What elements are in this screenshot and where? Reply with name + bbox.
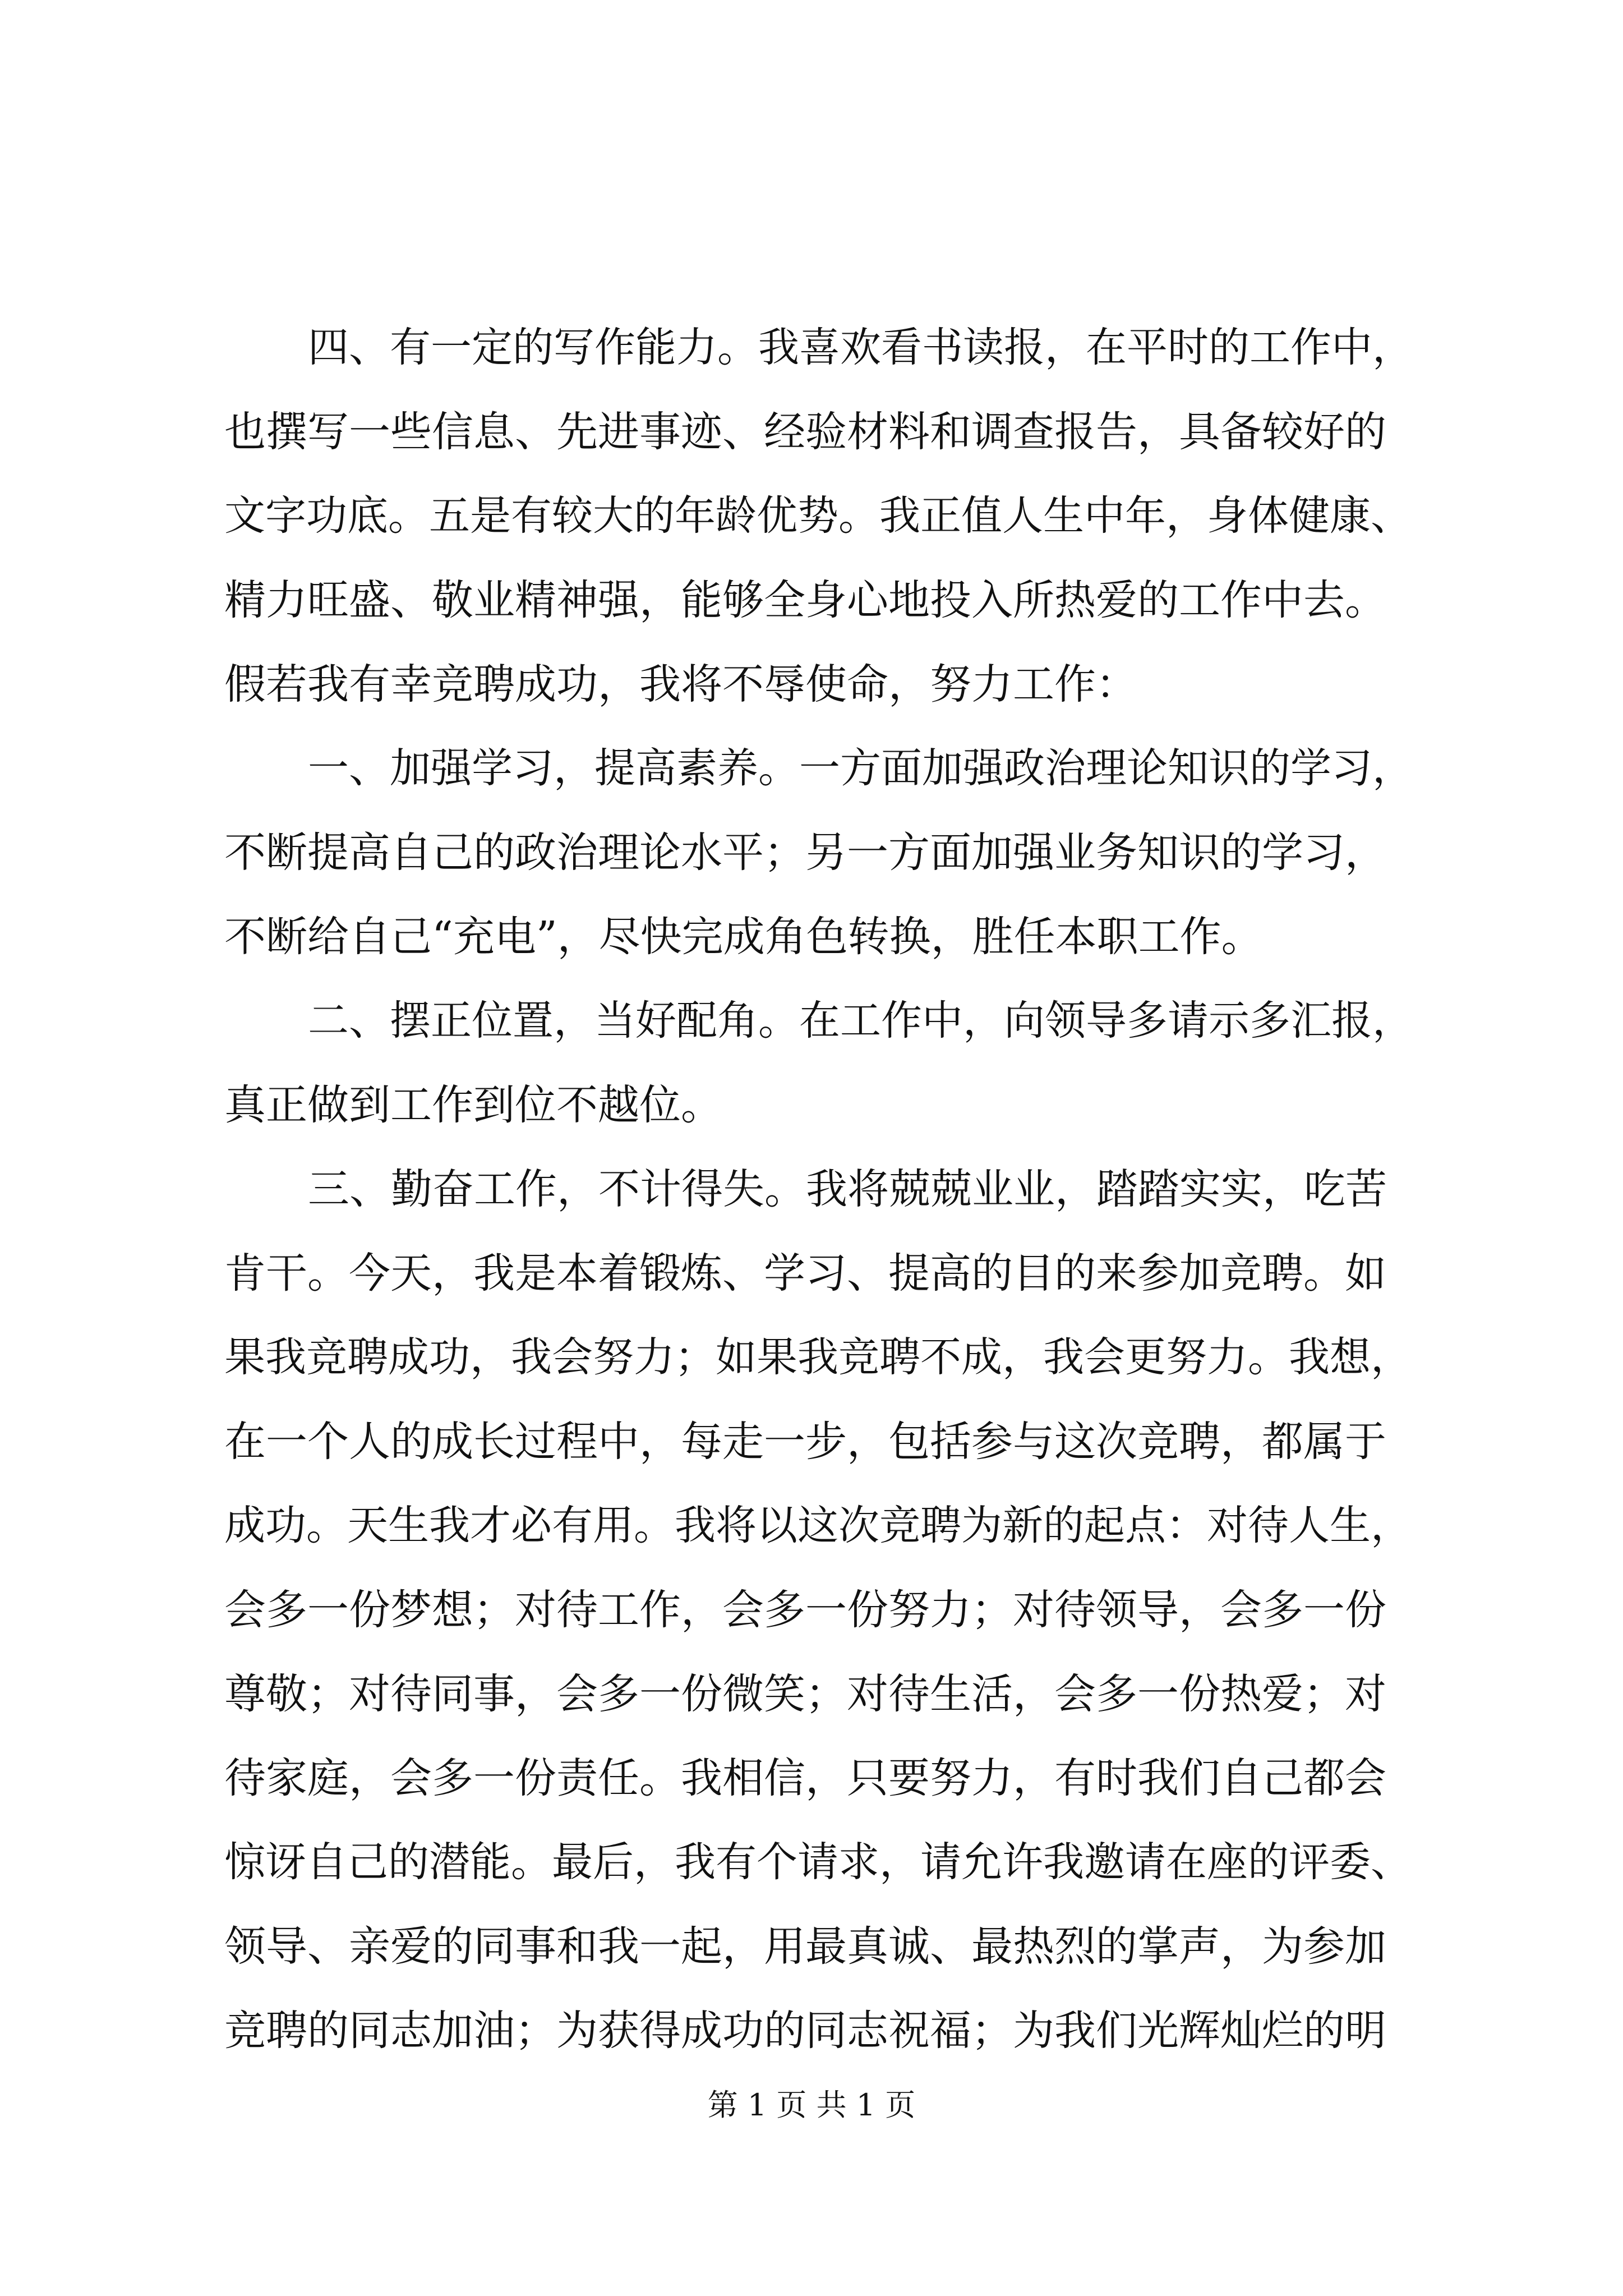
paragraph-line: 四、有一定的写作能力。我喜欢看书读报，在平时的工作中， (308, 324, 1413, 371)
paragraph-line: 果我竞聘成功，我会努力；如果我竞聘不成，我会更努力。我想， (224, 1333, 1412, 1381)
paragraph-line: 肯干。今天，我是本着锻炼、学习、提高的目的来参加竞聘。如 (224, 1249, 1386, 1297)
paragraph-line: 领导、亲爱的同事和我一起，用最真诚、最热烈的掌声，为参加 (224, 1922, 1386, 1971)
paragraph-line: 真正做到工作到位不越位。 (224, 1081, 722, 1129)
paragraph-line: 精力旺盛、敬业精神强，能够全身心地投入所热爱的工作中去。 (224, 576, 1386, 624)
paragraph-line: 惊讶自己的潜能。最后，我有个请求，请允许我邀请在座的评委、 (224, 1838, 1412, 1886)
paragraph-line: 在一个人的成长过程中，每走一步，包括参与这次竞聘，都属于 (224, 1418, 1386, 1466)
paragraph-line: 二、摆正位置，当好配角。在工作中，向领导多请示多汇报， (308, 997, 1413, 1045)
page-number-footer: 第 1 页 共 1 页 (707, 2087, 916, 2123)
paragraph-line: 文字功底。五是有较大的年龄优势。我正值人生中年，身体健康、 (224, 492, 1412, 540)
paragraph-line: 待家庭，会多一份责任。我相信，只要努力，有时我们自己都会 (224, 1754, 1386, 1802)
paragraph-line: 假若我有幸竞聘成功，我将不辱使命，努力工作： (224, 660, 1137, 708)
paragraph-line: 不断提高自己的政治理论水平；另一方面加强业务知识的学习， (224, 829, 1386, 877)
paragraph-line: 竞聘的同志加油；为获得成功的同志祝福；为我们光辉灿烂的明 (224, 2007, 1386, 2055)
paragraph-line: 不断给自己“充电”，尽快完成角色转换，胜任本职工作。 (224, 913, 1263, 961)
paragraph-line: 三、勤奋工作，不计得失。我将兢兢业业，踏踏实实，吃苦 (308, 1165, 1387, 1213)
paragraph-line: 也撰写一些信息、先进事迹、经验材料和调查报告，具备较好的 (224, 408, 1386, 456)
paragraph-line: 成功。天生我才必有用。我将以这次竞聘为新的起点：对待人生， (224, 1502, 1412, 1549)
paragraph-line: 一、加强学习，提高素养。一方面加强政治理论知识的学习， (308, 744, 1413, 792)
paragraph-line: 尊敬；对待同事，会多一份微笑；对待生活，会多一份热爱；对 (224, 1670, 1386, 1718)
paragraph-line: 会多一份梦想；对待工作，会多一份努力；对待领导，会多一份 (224, 1586, 1386, 1634)
